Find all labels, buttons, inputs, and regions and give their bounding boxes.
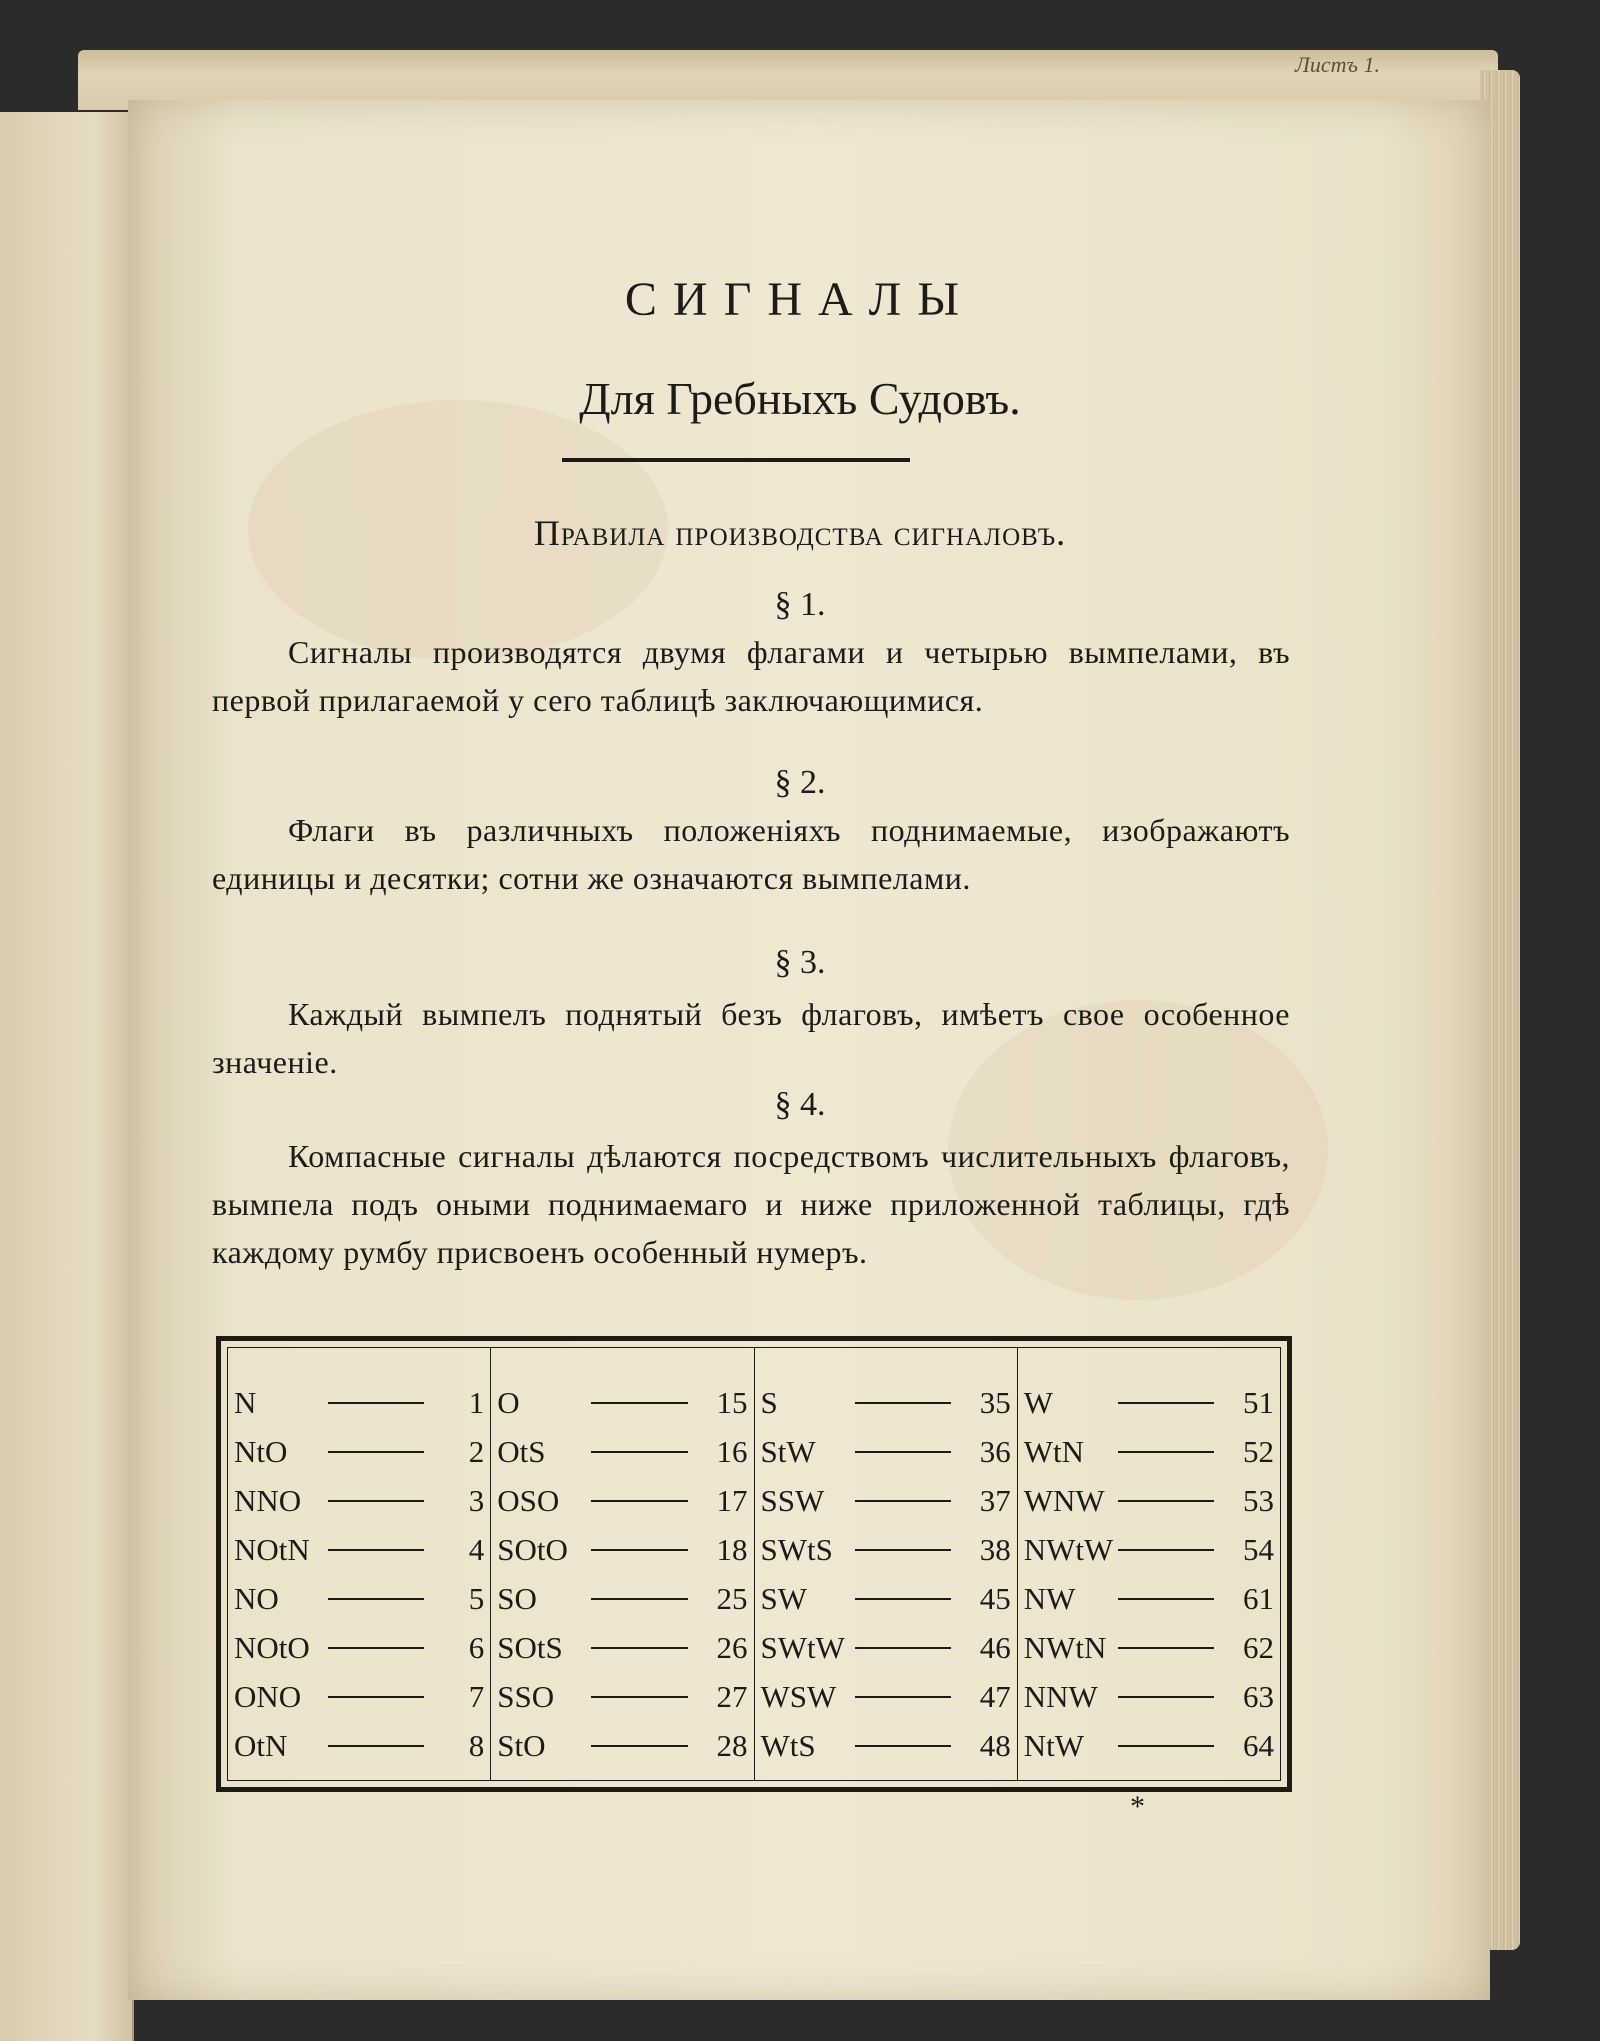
rhumb-number: 3: [468, 1482, 485, 1518]
rhumb-direction: SO: [497, 1580, 537, 1616]
rhumb-direction: SW: [760, 1580, 807, 1616]
leader-dash: [855, 1402, 951, 1404]
footnote-mark: *: [1130, 1790, 1145, 1823]
leader-dash: [328, 1500, 424, 1502]
leader-dash: [855, 1549, 951, 1551]
compass-table-row: [1018, 1672, 1280, 1721]
section-mark-3: § 3.: [774, 944, 826, 981]
leader-dash: [855, 1598, 951, 1600]
rhumb-direction: SWtS: [760, 1531, 833, 1567]
rhumb-number: 27: [716, 1678, 748, 1714]
leader-dash: [855, 1647, 951, 1649]
rhumb-direction: StO: [497, 1727, 546, 1763]
rhumb-number: 28: [716, 1727, 748, 1763]
rhumb-direction: WtN: [1023, 1433, 1085, 1469]
rhumb-number: 6: [468, 1629, 485, 1665]
leader-dash: [1118, 1549, 1214, 1551]
compass-table-row: [1018, 1427, 1280, 1476]
leader-dash: [591, 1451, 687, 1453]
rhumb-number: 37: [979, 1482, 1011, 1518]
leader-dash: [591, 1647, 687, 1649]
compass-table-row: [755, 1672, 1017, 1721]
rhumb-number: 54: [1243, 1531, 1274, 1567]
rhumb-number: 2: [468, 1433, 485, 1469]
compass-table-column: [228, 1348, 491, 1780]
rhumb-number: 51: [1243, 1384, 1274, 1420]
compass-table-row: [228, 1721, 490, 1770]
rhumb-number: 62: [1243, 1629, 1274, 1665]
rhumb-number: 16: [716, 1433, 748, 1469]
compass-table: [216, 1336, 1292, 1792]
rhumb-number: 35: [979, 1384, 1011, 1420]
rhumb-direction: NWtW: [1023, 1531, 1114, 1567]
paragraph-1: Сигналы производятся двумя флагами и четырью вымпелами, въ первой прилагаемой у сего таблицѣ заключающимися.: [212, 634, 1290, 718]
compass-table-inner: [227, 1347, 1281, 1781]
section-heading: Правила производства сигналовъ.: [533, 513, 1067, 553]
leader-dash: [591, 1402, 687, 1404]
rhumb-direction: NOtN: [234, 1531, 310, 1567]
rhumb-direction: NtO: [234, 1433, 288, 1469]
section-mark-1: § 1.: [774, 586, 826, 623]
rhumb-direction: OSO: [497, 1482, 560, 1518]
leader-dash: [328, 1598, 424, 1600]
compass-table-row: [755, 1476, 1017, 1525]
rhumb-direction: SSW: [760, 1482, 825, 1518]
rhumb-direction: WtS: [760, 1727, 816, 1763]
rhumb-direction: W: [1023, 1384, 1054, 1420]
compass-table-row: [491, 1525, 753, 1574]
leader-dash: [328, 1647, 424, 1649]
folio-label: Листъ 1.: [1295, 52, 1380, 77]
rhumb-number: 64: [1243, 1727, 1274, 1763]
rhumb-number: 45: [979, 1580, 1011, 1616]
rhumb-direction: SOtO: [497, 1531, 568, 1567]
leader-dash: [855, 1500, 951, 1502]
rhumb-direction: NWtN: [1023, 1629, 1107, 1665]
compass-table-column: [1018, 1348, 1280, 1780]
leader-dash: [1118, 1500, 1214, 1502]
rhumb-direction: WSW: [760, 1678, 837, 1714]
leader-dash: [328, 1402, 424, 1404]
compass-table-row: [755, 1574, 1017, 1623]
rhumb-number: 61: [1243, 1580, 1274, 1616]
compass-table-row: [228, 1574, 490, 1623]
rhumb-direction: ONO: [234, 1678, 302, 1714]
rhumb-number: 38: [979, 1531, 1011, 1567]
rhumb-direction: OtN: [234, 1727, 288, 1763]
rhumb-direction: O: [497, 1384, 520, 1420]
rhumb-number: 25: [716, 1580, 748, 1616]
compass-table-row: [228, 1672, 490, 1721]
leader-dash: [1118, 1451, 1214, 1453]
compass-table-row: [491, 1427, 753, 1476]
compass-table-row: [228, 1378, 490, 1427]
leader-dash: [1118, 1402, 1214, 1404]
rhumb-direction: OtS: [497, 1433, 546, 1469]
compass-table-row: [755, 1427, 1017, 1476]
leader-dash: [591, 1598, 687, 1600]
compass-table-row: [755, 1721, 1017, 1770]
rhumb-direction: SOtS: [497, 1629, 563, 1665]
rhumb-direction: NNO: [234, 1482, 302, 1518]
rhumb-direction: SSO: [497, 1678, 555, 1714]
paragraph-3: Каждый вымпелъ поднятый безъ флаговъ, имѣетъ свое особенное значеніе.: [212, 996, 1290, 1080]
rhumb-direction: NO: [234, 1580, 279, 1616]
rhumb-number: 63: [1243, 1678, 1274, 1714]
rhumb-direction: StW: [760, 1433, 816, 1469]
rhumb-direction: NNW: [1023, 1678, 1098, 1714]
leader-dash: [1118, 1696, 1214, 1698]
compass-table-row: [1018, 1721, 1280, 1770]
compass-table-row: [228, 1525, 490, 1574]
compass-table-column: [491, 1348, 754, 1780]
leader-dash: [591, 1500, 687, 1502]
compass-table-row: [228, 1427, 490, 1476]
leader-dash: [328, 1745, 424, 1747]
leader-dash: [591, 1745, 687, 1747]
leader-dash: [855, 1696, 951, 1698]
compass-table-row: [491, 1378, 753, 1427]
paragraph-2: Флаги въ различныхъ положеніяхъ поднимаемые, изображаютъ единицы и десятки; сотни же означаются вымпелами.: [212, 812, 1290, 896]
rhumb-number: 5: [468, 1580, 485, 1616]
rhumb-number: 36: [979, 1433, 1011, 1469]
compass-table-row: [755, 1525, 1017, 1574]
leader-dash: [855, 1745, 951, 1747]
rhumb-direction: NtW: [1023, 1727, 1085, 1763]
rhumb-number: 4: [468, 1531, 485, 1567]
rhumb-direction: WNW: [1023, 1482, 1105, 1518]
compass-table-row: [491, 1623, 753, 1672]
leader-dash: [328, 1451, 424, 1453]
compass-table-column: [755, 1348, 1018, 1780]
leader-dash: [328, 1696, 424, 1698]
leader-dash: [1118, 1647, 1214, 1649]
leader-dash: [591, 1696, 687, 1698]
leader-dash: [1118, 1598, 1214, 1600]
page-subtitle: Для Гребныхъ Судовъ.: [579, 373, 1021, 424]
rhumb-number: 53: [1243, 1482, 1274, 1518]
rhumb-number: 26: [716, 1629, 748, 1665]
leader-dash: [1118, 1745, 1214, 1747]
compass-table-row: [1018, 1574, 1280, 1623]
compass-table-row: [1018, 1623, 1280, 1672]
leader-dash: [591, 1549, 687, 1551]
compass-table-row: [491, 1721, 753, 1770]
rhumb-number: 1: [468, 1384, 485, 1420]
compass-table-row: [228, 1623, 490, 1672]
compass-table-row: [755, 1378, 1017, 1427]
rhumb-number: 46: [979, 1629, 1011, 1665]
paragraph-4: Компасные сигналы дѣлаются посредствомъ числительныхъ флаговъ, вымпела подъ оными поднимаемаго и ниже приложенной таблицы, гдѣ каждому румбу присвоенъ особенный нумеръ.: [212, 1138, 1290, 1270]
rhumb-number: 18: [716, 1531, 748, 1567]
rhumb-direction: NOtO: [234, 1629, 310, 1665]
compass-table-row: [491, 1672, 753, 1721]
leader-dash: [855, 1451, 951, 1453]
compass-table-row: [1018, 1378, 1280, 1427]
rhumb-direction: NW: [1023, 1580, 1076, 1616]
rhumb-number: 15: [716, 1384, 748, 1420]
rhumb-number: 8: [468, 1727, 485, 1763]
leader-dash: [328, 1549, 424, 1551]
compass-table-row: [1018, 1525, 1280, 1574]
rhumb-number: 17: [716, 1482, 748, 1518]
page-title: СИГНАЛЫ: [624, 273, 976, 326]
compass-table-row: [1018, 1476, 1280, 1525]
compass-table-row: [755, 1623, 1017, 1672]
rhumb-number: 52: [1243, 1433, 1274, 1469]
compass-table-row: [491, 1476, 753, 1525]
title-rule: [562, 458, 910, 462]
section-mark-4: § 4.: [774, 1086, 826, 1123]
rhumb-direction: SWtW: [760, 1629, 845, 1665]
rhumb-direction: N: [234, 1384, 257, 1420]
rhumb-number: 47: [979, 1678, 1011, 1714]
rhumb-direction: S: [760, 1384, 778, 1420]
rhumb-number: 48: [979, 1727, 1011, 1763]
section-mark-2: § 2.: [774, 764, 826, 801]
compass-table-row: [228, 1476, 490, 1525]
compass-table-row: [491, 1574, 753, 1623]
rhumb-number: 7: [468, 1678, 485, 1714]
